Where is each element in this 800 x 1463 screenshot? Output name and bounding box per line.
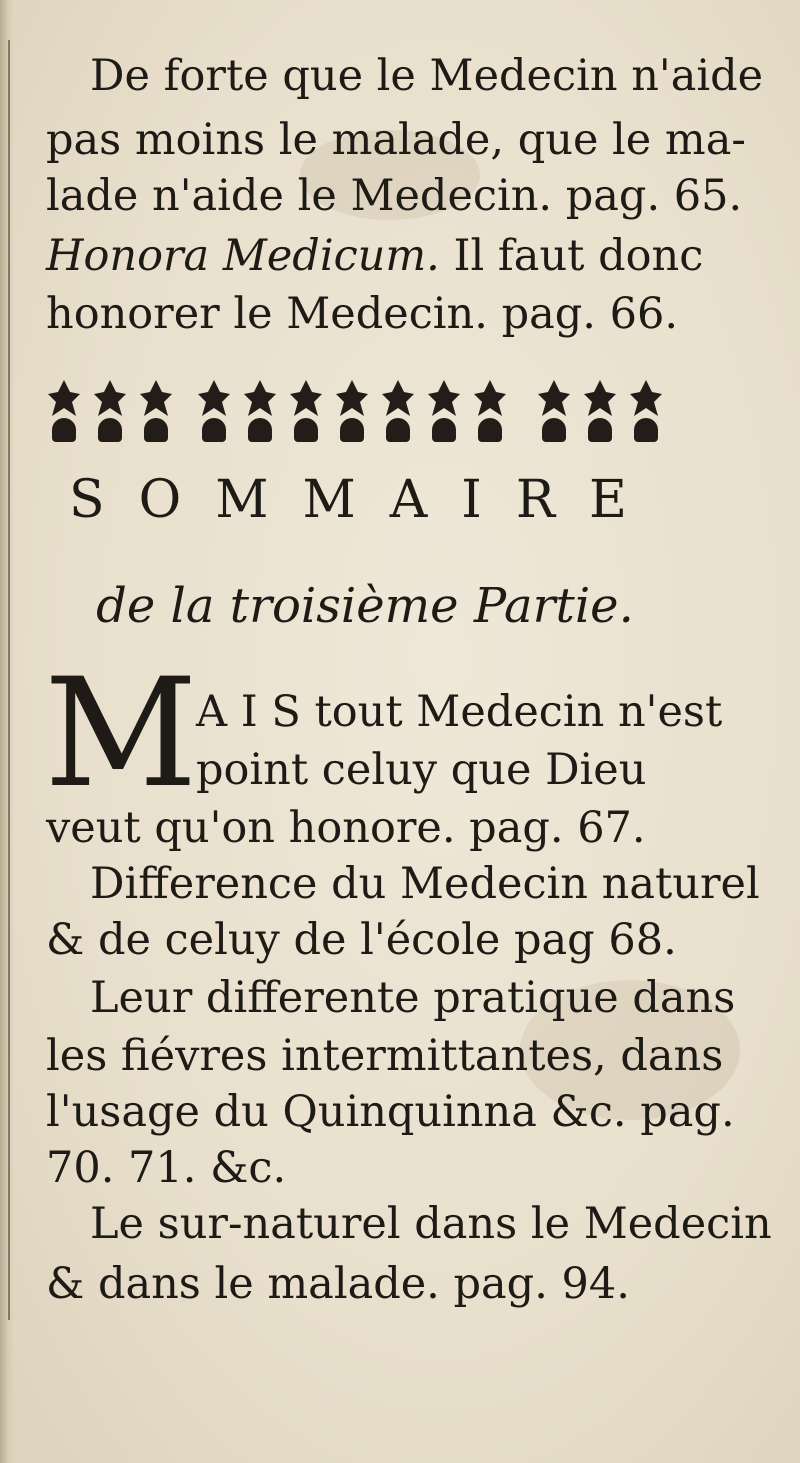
text-line: 70. 71. &c. <box>46 1143 287 1193</box>
section-title: SOMMAIRE <box>69 470 661 530</box>
text-line: A I S tout Medecin n'est <box>196 687 723 737</box>
latin-quote: Honora Medicum. <box>46 231 440 281</box>
text-line: pas moins le malade, que le ma- <box>46 115 746 165</box>
section-subtitle: de la troisième Partie. <box>96 578 634 634</box>
binding-edge <box>8 40 10 1320</box>
text-line: & dans le malade. pag. 94. <box>46 1259 630 1309</box>
text-line: Difference du Medecin naturel <box>90 859 760 909</box>
page-binding <box>0 0 14 1463</box>
text-line: lade n'aide le Medecin. pag. 65. <box>46 171 743 221</box>
text-line: honorer le Medecin. pag. 66. <box>46 289 678 339</box>
text-line: & de celuy de l'école pag 68. <box>46 915 677 965</box>
fleuron-row <box>48 380 662 442</box>
text-fragment: Il faut donc <box>439 231 704 281</box>
text-line: Leur differente pratique dans <box>90 973 736 1023</box>
text-line: veut qu'on honore. pag. 67. <box>46 803 646 853</box>
text-line: point celuy que Dieu <box>196 745 647 795</box>
text-line: Le sur-naturel dans le Medecin <box>90 1199 772 1249</box>
drop-cap: M <box>44 647 198 821</box>
text-line: De forte que le Medecin n'aide <box>90 51 764 101</box>
text-line: les fiévres intermittantes, dans <box>46 1031 724 1081</box>
text-line-italic-group <box>46 228 704 284</box>
fleuron-ornament-band <box>44 372 676 448</box>
text-line: l'usage du Quinquinna &c. pag. <box>46 1087 735 1137</box>
